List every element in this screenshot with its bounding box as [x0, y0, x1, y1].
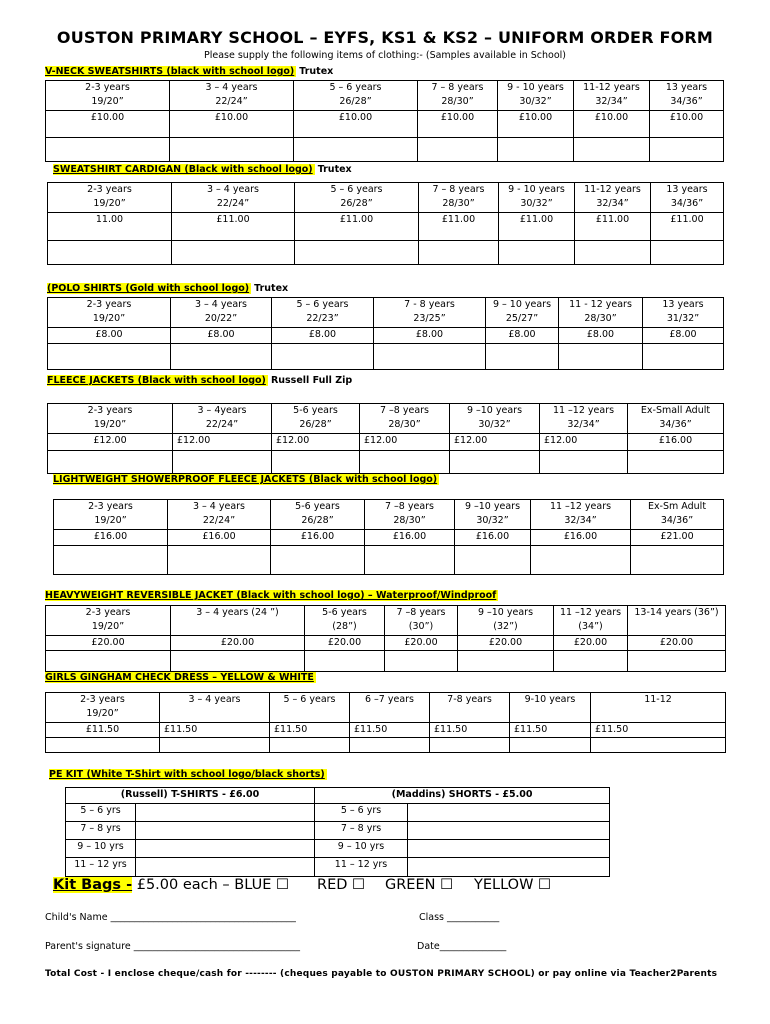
tshirts-header: (Russell) T-SHIRTS - £6.00 [66, 788, 315, 804]
childs-name-field[interactable]: Child's Name _______________________________________ [45, 912, 296, 923]
date-field[interactable]: Date______________ [417, 941, 507, 952]
total-cost-footer: Total Cost - I enclose cheque/cash for -------- (cheques payable to OUSTON PRIMARY SCHOOL) or pay online via Teacher2Parents [45, 969, 718, 979]
table-fleece-jackets [47, 403, 724, 474]
section-title-reversible-jacket: HEAVYWEIGHT REVERSIBLE JACKET (Black with school logo) – Waterproof/Windproof [45, 590, 497, 601]
section-title-polo-shirts: (POLO SHIRTS (Gold with school logo) Trutex [47, 283, 289, 294]
table-row: 7 – 8 yrs 7 – 8 yrs [66, 822, 610, 840]
parent-signature-field[interactable]: Parent's signature ___________________________________ [45, 941, 301, 952]
table-polo-shirts [47, 297, 724, 370]
kit-bags-red-option[interactable]: RED ☐ [317, 877, 366, 893]
table-row: 2-3 years 19/20” 3 – 4 years 22/24” 5 – 6 years 26/28” 7 – 8 years 28/30” 9 - 10 years 30/32” 11-12 years 32/34” 13 years 34/36” [46, 81, 724, 111]
table-row-quantity[interactable] [54, 546, 724, 575]
table-vneck-sweatshirts [45, 80, 724, 162]
table-row-prices: £11.50 £11.50 £11.50 £11.50 £11.50 £11.50 £11.50 [46, 723, 726, 738]
table-row: 2-3 years 19/20” 3 – 4 years 22/24” 5 – 6 years 26/28” 7 – 8 years 28/30” 9 - 10 years 30/32” 11-12 years 32/34” 13 years 34/36” [48, 183, 724, 213]
section-title-vneck-sweatshirts: V-NECK SWEATSHIRTS (black with school logo) Trutex [45, 66, 334, 77]
table-row-header [66, 788, 610, 804]
section-title-pe-kit: PE KIT (White T-Shirt with school logo/black shorts) [49, 769, 325, 780]
table-row-prices: £8.00 £8.00 £8.00 £8.00 £8.00 £8.00 £8.00 [48, 328, 724, 344]
table-row-prices: 11.00 £11.00 £11.00 £11.00 £11.00 £11.00 £11.00 [48, 213, 724, 241]
table-row: 9 – 10 yrs 9 – 10 yrs [66, 840, 610, 858]
table-row-prices: £12.00 £12.00 £12.00 £12.00 £12.00 £12.00 £16.00 [48, 434, 724, 451]
shorts-header: (Maddins) SHORTS - £5.00 [315, 788, 610, 804]
kit-bags-yellow-option[interactable]: YELLOW ☐ [474, 877, 552, 893]
table-row-quantity[interactable] [46, 138, 724, 162]
table-row-prices: £10.00 £10.00 £10.00 £10.00 £10.00 £10.00 £10.00 [46, 111, 724, 138]
table-cardigan [47, 182, 724, 265]
table-row-quantity[interactable] [48, 241, 724, 265]
table-row: 2-3 years 19/20” 3 – 4 years 20/22” 5 – 6 years 22/23” 7 - 8 years 23/25” 9 – 10 years 25/27” 11 - 12 years 28/30” 13 years 31/32” [48, 298, 724, 328]
table-row-quantity[interactable] [46, 651, 726, 672]
table-row: 2-3 years 19/20” 3 – 4years 22/24” 5-6 years 26/28” 7 –8 years 28/30” 9 –10 years 30/32” 11 –12 years 32/34” Ex-Small Adult 34/36” [48, 404, 724, 434]
table-row-quantity[interactable] [48, 451, 724, 474]
page-title: OUSTON PRIMARY SCHOOL – EYFS, KS1 & KS2 – UNIFORM ORDER FORM [56, 28, 714, 47]
class-field[interactable]: Class ___________ [419, 912, 500, 923]
table-row: 2-3 years 19/20” 3 – 4 years (24 ”) 5-6 years (28”) 7 –8 years (30”) 9 –10 years (32”) 11 –12 years (34”) 13-14 years (36”) [46, 606, 726, 636]
kit-bags-blue-option[interactable]: £5.00 each – BLUE ☐ [136, 877, 289, 893]
section-title-showerproof-fleece: LIGHTWEIGHT SHOWERPROOF FLEECE JACKETS (Black with school logo) [53, 474, 438, 485]
table-row-prices: £16.00 £16.00 £16.00 £16.00 £16.00 £16.00 £21.00 [54, 530, 724, 546]
section-title-gingham-dress: GIRLS GINGHAM CHECK DRESS – YELLOW & WHITE [45, 672, 314, 683]
section-title-fleece-jackets: FLEECE JACKETS (Black with school logo) Russell Full Zip [47, 375, 353, 386]
kit-bags-green-option[interactable]: GREEN ☐ [385, 877, 454, 893]
table-row-quantity[interactable] [48, 344, 724, 370]
table-pe-kit [65, 787, 610, 877]
table-row: 11 – 12 yrs 11 – 12 yrs [66, 858, 610, 877]
section-title-cardigan: SWEATSHIRT CARDIGAN (Black with school logo) Trutex [53, 164, 352, 175]
table-gingham-dress [45, 692, 726, 753]
kit-bags-label: Kit Bags - [53, 877, 133, 893]
kit-bags-line [53, 877, 289, 893]
table-row: 2-3 years 19/20” 3 – 4 years 22/24” 5-6 years 26/28” 7 –8 years 28/30” 9 –10 years 30/32” 11 –12 years 32/34” Ex-Sm Adult 34/36” [54, 500, 724, 530]
table-row-quantity[interactable] [46, 738, 726, 753]
page-subtitle: Please supply the following items of clothing:- (Samples available in School) [204, 50, 566, 61]
table-row: 5 – 6 yrs 5 – 6 yrs [66, 804, 610, 822]
table-showerproof-fleece [53, 499, 724, 575]
table-reversible-jacket [45, 605, 726, 672]
table-row: 2-3 years 19/20” 3 – 4 years 5 – 6 years 6 –7 years 7-8 years 9-10 years 11-12 [46, 693, 726, 723]
table-row-prices: £20.00 £20.00 £20.00 £20.00 £20.00 £20.00 £20.00 [46, 636, 726, 651]
